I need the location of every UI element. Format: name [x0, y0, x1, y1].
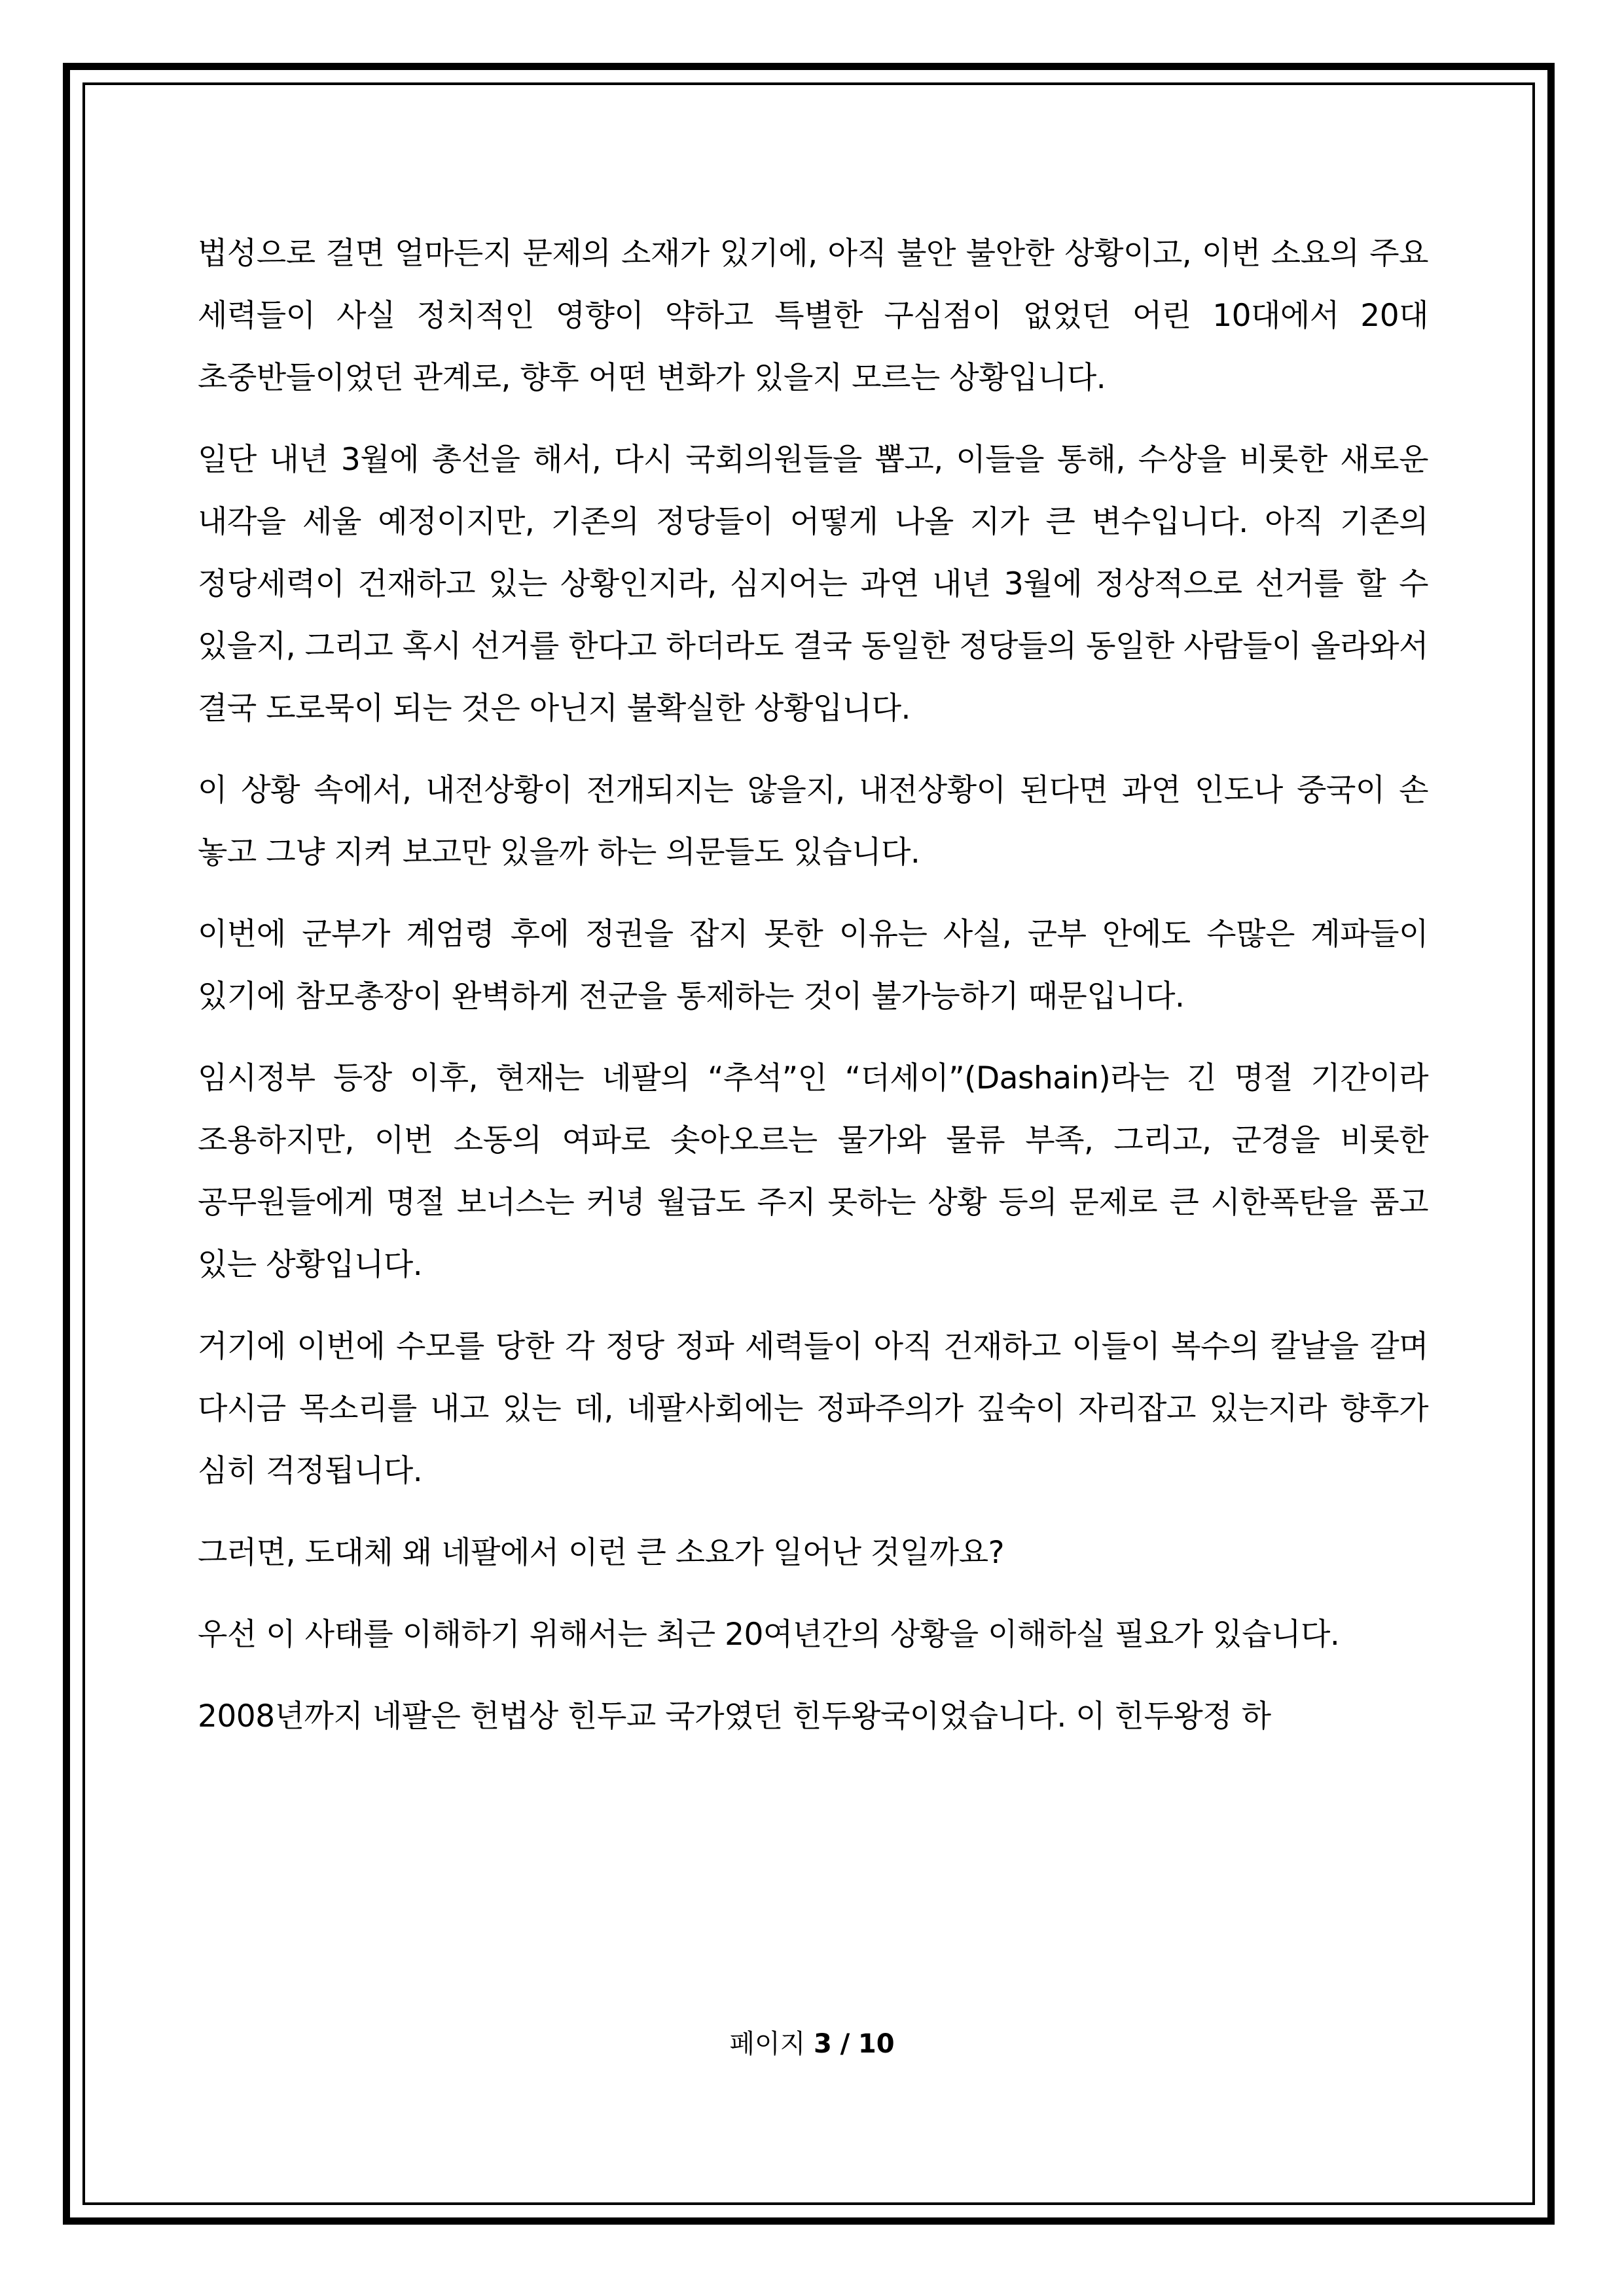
page-separator: /: [840, 2029, 850, 2059]
paragraph-1: 법성으로 걸면 얼마든지 문제의 소재가 있기에, 아직 불안 불안한 상황이고, 이번 소요의 주요 세력들이 사실 정치적인 영향이 약하고 특별한 구심점이 없었던 어린 10대에서 20대 초중반들이었던 관계로, 향후 어떤 변화가 있을지 모르는 상황입니다.: [198, 236, 1428, 396]
paragraph-2: 일단 내년 3월에 총선을 해서, 다시 국회의원들을 뽑고, 이들을 통해, 수상을 비롯한 새로운 내각을 세울 예정이지만, 기존의 정당들이 어떻게 나올 지가 큰 변수입니다. 아직 기존의 정당세력이 건재하고 있는 상황인지라, 심지어는 과연 내년 3월에 정상적으로 선거를 할 수 있을지, 그리고 혹시 선거를 한다고 하더라도 결국 동일한 정당들의 동일한 사람들이 올라와서 결국 도로묵이 되는 것은 아닌지 불확실한 상황입니다.: [198, 442, 1428, 726]
paragraph-4: 이번에 군부가 계엄령 후에 정권을 잡지 못한 이유는 사실, 군부 안에도 수많은 계파들이 있기에 참모총장이 완벽하게 전군을 통제하는 것이 불가능하기 때문입니다.: [198, 916, 1428, 1014]
page-footer: [0, 2026, 1624, 2062]
paragraph-6: 거기에 이번에 수모를 당한 각 정당 정파 세력들이 아직 건재하고 이들이 복수의 칼날을 갈며 다시금 목소리를 내고 있는 데, 네팔사회에는 정파주의가 깊숙이 자리잡고 있는지라 향후가 심히 걱정됩니다.: [198, 1329, 1428, 1489]
document-body: [198, 223, 1428, 1767]
paragraph-5: 임시정부 등장 이후, 현재는 네팔의 “추석”인 “더세이”(Dashain)라는 긴 명절 기간이라 조용하지만, 이번 소동의 여파로 솟아오르는 물가와 물류 부족, 그리고, 군경을 비롯한 공무원들에게 명절 보너스는 커녕 월급도 주지 못하는 상황 등의 문제로 큰 시한폭탄을 품고 있는 상황입니다.: [198, 1060, 1428, 1283]
paragraph-3: 이 상황 속에서, 내전상황이 전개되지는 않을지, 내전상황이 된다면 과연 인도나 중국이 손 놓고 그냥 지켜 보고만 있을까 하는 의문들도 있습니다.: [198, 772, 1428, 870]
paragraph-7: 그러면, 도대체 왜 네팔에서 이런 큰 소요가 일어난 것일까요?: [198, 1535, 1005, 1571]
paragraph-8: 우선 이 사태를 이해하기 위해서는 최근 20여년간의 상황을 이해하실 필요가 있습니다.: [198, 1617, 1340, 1653]
current-page-number: 3: [814, 2029, 832, 2059]
paragraph-9: 2008년까지 네팔은 헌법상 힌두교 국가였던 힌두왕국이었습니다. 이 힌두왕정 하: [198, 1698, 1271, 1734]
total-page-number: 10: [857, 2029, 895, 2059]
page-label: 페이지: [729, 2029, 806, 2059]
